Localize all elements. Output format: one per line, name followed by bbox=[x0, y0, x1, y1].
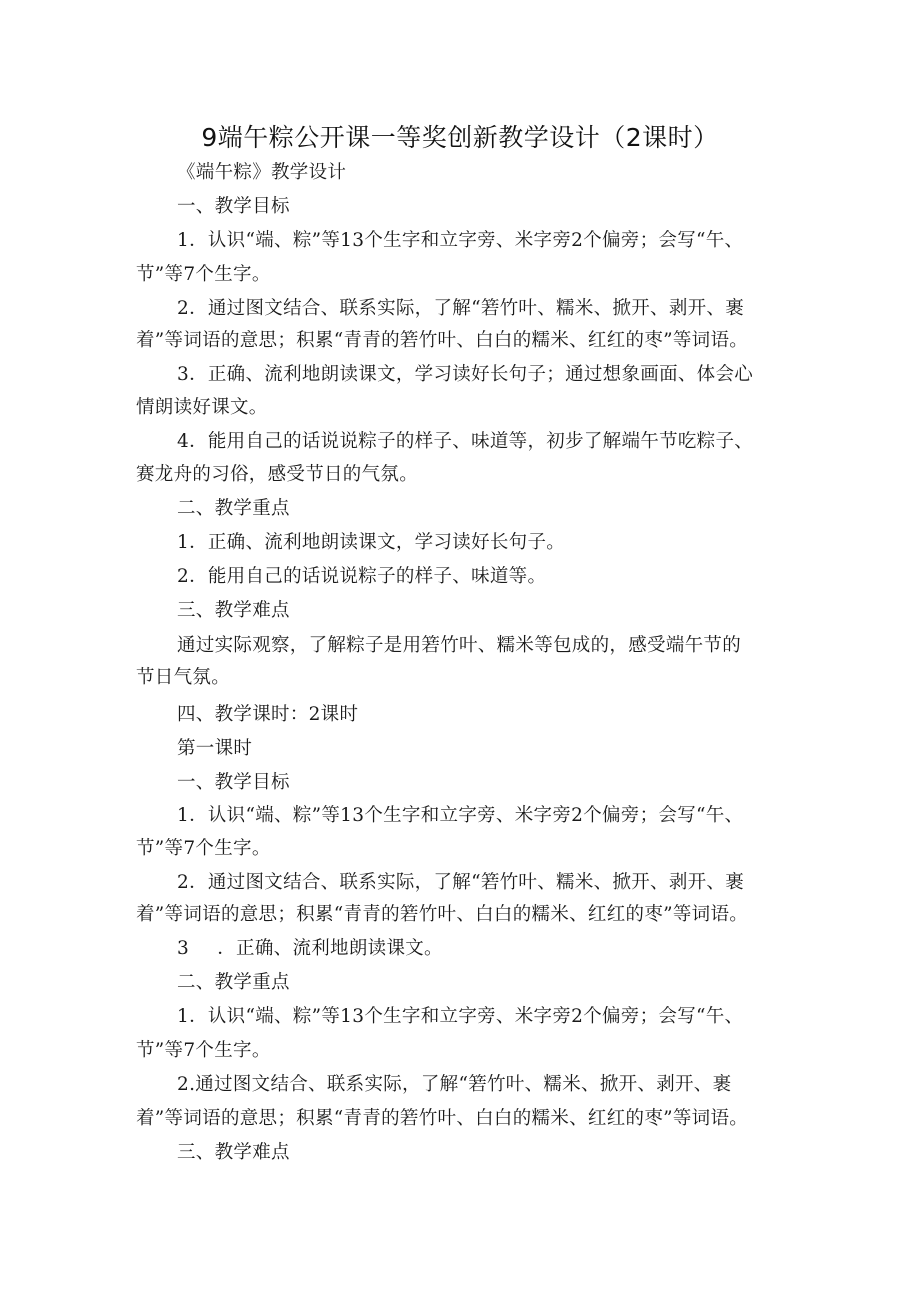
paragraph-line: 1．认识“端、粽”等13个生字和立字旁、米字旁2个偏旁；会写“午、 bbox=[177, 230, 744, 251]
subtitle: 《端午粽》教学设计 bbox=[177, 162, 347, 183]
section-heading: 二、教学重点 bbox=[177, 972, 290, 993]
paragraph-line: 情朗读好课文。 bbox=[136, 397, 268, 418]
paragraph-line: 通过实际观察，了解粽子是用箬竹叶、糯米等包成的，感受端午节的 bbox=[177, 635, 742, 656]
paragraph-line: 1．认识“端、粽”等13个生字和立字旁、米字旁2个偏旁；会写“午、 bbox=[177, 805, 744, 826]
paragraph-line: 节日气氛。 bbox=[136, 667, 231, 688]
paragraph-line: 3．正确、流利地朗读课文，学习读好长句子；通过想象画面、体会心 bbox=[177, 364, 754, 385]
paragraph-line: 赛龙舟的习俗，感受节日的气氛。 bbox=[136, 464, 419, 485]
section-heading: 一、教学目标 bbox=[177, 772, 290, 793]
paragraph-line: 节”等7个生字。 bbox=[136, 264, 271, 285]
paragraph-line: 2.通过图文结合、联系实际，了解“箬竹叶、糯米、掀开、剥开、裹 bbox=[177, 1074, 732, 1095]
section-heading: 四、教学课时：2课时 bbox=[177, 704, 359, 725]
section-heading: 二、教学重点 bbox=[177, 498, 290, 519]
lesson-heading: 第一课时 bbox=[177, 738, 253, 759]
paragraph-line: 着”等词语的意思；积累“青青的箬竹叶、白白的糯米、红红的枣”等词语。 bbox=[136, 330, 749, 351]
paragraph-line: 1．正确、流利地朗读课文，学习读好长句子。 bbox=[177, 532, 566, 553]
paragraph-line: 2．通过图文结合、联系实际，了解“箬竹叶、糯米、掀开、剥开、裹 bbox=[177, 872, 745, 893]
paragraph-line: 着”等词语的意思；积累“青青的箬竹叶、白白的糯米、红红的枣”等词语。 bbox=[136, 1108, 749, 1129]
paragraph-line: 节”等7个生字。 bbox=[136, 838, 271, 859]
paragraph-line: 4．能用自己的话说说粽子的样子、味道等，初步了解端午节吃粽子、 bbox=[177, 431, 754, 452]
section-heading: 一、教学目标 bbox=[177, 196, 290, 217]
paragraph-line: 2．通过图文结合、联系实际，了解“箬竹叶、糯米、掀开、剥开、裹 bbox=[177, 298, 745, 319]
paragraph-line: 3 ．正确、流利地朗读课文。 bbox=[177, 938, 443, 959]
section-heading: 三、教学难点 bbox=[177, 1142, 290, 1163]
section-heading: 三、教学难点 bbox=[177, 600, 290, 621]
paragraph-line: 着”等词语的意思；积累“青青的箬竹叶、白白的糯米、红红的枣”等词语。 bbox=[136, 904, 749, 925]
paragraph-line: 节”等7个生字。 bbox=[136, 1040, 271, 1061]
paragraph-line: 2．能用自己的话说说粽子的样子、味道等。 bbox=[177, 566, 547, 587]
document-title: 9端午粽公开课一等奖创新教学设计（2课时） bbox=[201, 123, 719, 152]
paragraph-line: 1．认识“端、粽”等13个生字和立字旁、米字旁2个偏旁；会写“午、 bbox=[177, 1006, 744, 1027]
